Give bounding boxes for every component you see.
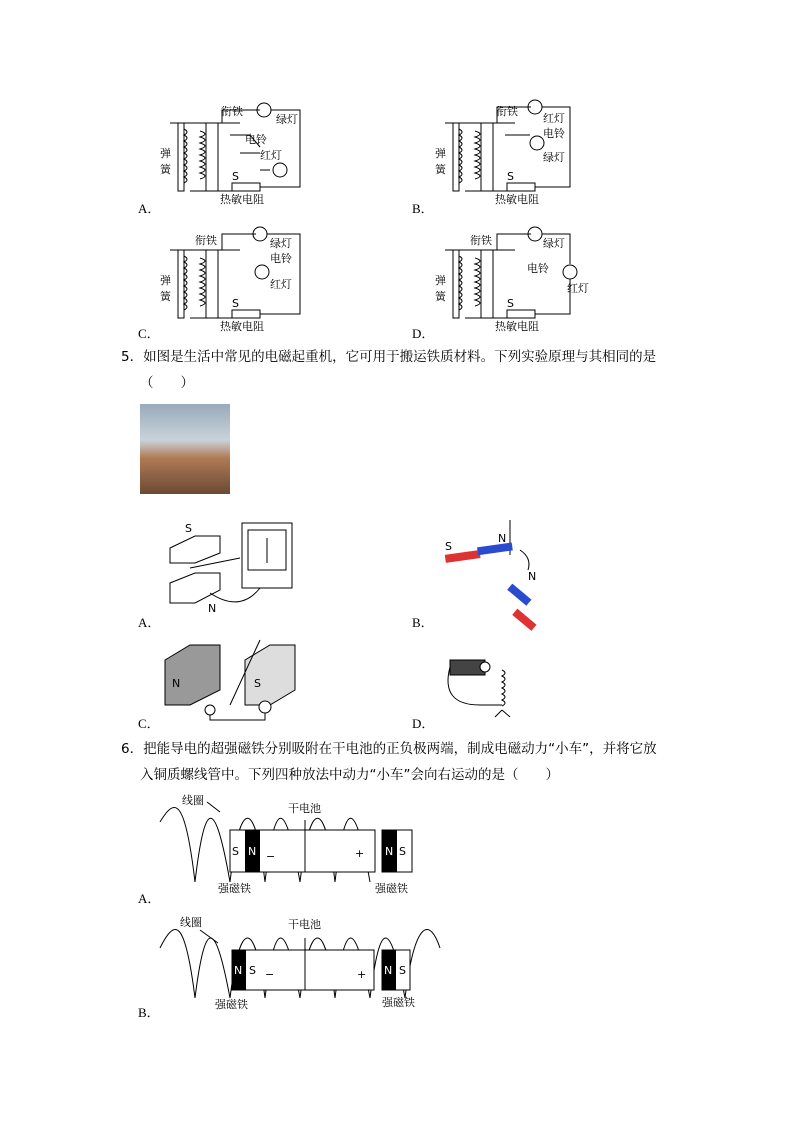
label-armature: 衔铁 [496,105,518,118]
q5-option-c-label[interactable]: C． [138,716,160,731]
q6a-pole-s-left: S [232,845,239,858]
label-switch: S [507,297,514,310]
q6a-magnet-label-right: 强磁铁 [375,882,408,895]
q6b-magnet-label-left: 强磁铁 [215,998,248,1011]
q6b-battery-label: 干电池 [288,918,321,931]
q6a-coil-label: 线圈 [182,794,204,807]
label-bell: 电铃 [543,127,565,140]
q6b-minus: − [265,968,275,981]
label-armature: 衔铁 [470,234,492,247]
option-a-label[interactable]: A． [138,201,161,216]
q5c-pole-s: S [254,677,261,690]
electromagnetic-crane-photo [140,404,230,494]
label-bell: 电铃 [270,252,292,265]
q5-option-b-diagram [440,520,570,620]
label-green-lamp: 绿灯 [543,151,565,164]
q6b-pole-s-left: S [249,964,256,977]
q6a-minus: − [266,850,276,863]
q6b-pole-s-right: S [399,964,406,977]
label-thermistor: 热敏电阻 [220,320,264,333]
label-thermistor: 热敏电阻 [495,193,539,206]
q5a-pole-n: N [208,602,217,615]
q6-option-a-label[interactable]: A． [138,891,161,906]
q5-option-a-label[interactable]: A． [138,615,161,630]
label-red-lamp: 红灯 [270,278,292,291]
q6-option-a-diagram [160,792,420,897]
q5a-pole-s: S [185,522,192,535]
q5-option-a-diagram [160,518,300,613]
q5-option-b-label[interactable]: B． [412,615,434,630]
label-green-lamp: 绿灯 [276,113,298,126]
label-armature: 衔铁 [221,105,243,118]
question-6-text-line-1: 6．把能导电的超强磁铁分别吸附在干电池的正负极两端，制成电磁动力“小车”，并将它放 [121,741,657,757]
question-5-text: 5．如图是生活中常见的电磁起重机，它可用于搬运铁质材料。下列实验原理与其相同的是 [121,349,657,365]
q6a-magnet-label-left: 强磁铁 [218,882,251,895]
label-spring-1: 弹 [435,147,446,160]
label-red-lamp: 红灯 [567,282,589,295]
circuit-diagram-d [435,222,595,332]
q6a-plus: + [355,847,365,860]
q5-option-c-diagram [160,635,310,725]
label-switch: S [507,170,514,183]
q6b-pole-n-right: N [384,964,393,977]
q6-option-b-diagram [160,908,450,1013]
q5-option-d-diagram [440,655,530,720]
q6a-pole-s-right: S [399,845,406,858]
circuit-diagram-a [160,95,320,205]
q5b-pole-n-2: N [528,570,537,583]
label-spring-1: 弹 [160,274,171,287]
label-spring-2: 簧 [435,290,446,303]
label-spring-1: 弹 [160,147,171,160]
question-6-text-line-2: 入铜质螺线管中。下列四种放法中动力“小车”会向右运动的是（ ） [140,767,559,783]
label-thermistor: 热敏电阻 [495,320,539,333]
q6a-pole-n-left: N [248,845,257,858]
q6b-magnet-label-right: 强磁铁 [382,996,415,1009]
question-5-answer-blank: （ ） [140,375,194,391]
q5-option-d-label[interactable]: D． [412,716,435,731]
label-green-lamp: 绿灯 [270,237,292,250]
q5b-pole-n-1: N [498,532,507,545]
circuit-diagram-c [160,222,320,332]
q5c-pole-n: N [172,677,181,690]
label-switch: S [232,170,239,183]
label-spring-1: 弹 [435,274,446,287]
label-spring-2: 簧 [160,163,171,176]
option-d-label[interactable]: D． [412,326,435,341]
q6b-pole-n-left: N [234,964,243,977]
label-bell: 电铃 [245,133,267,146]
label-red-lamp: 红灯 [260,149,282,162]
label-thermistor: 热敏电阻 [220,193,264,206]
q6a-battery-label: 干电池 [288,802,321,815]
q6-option-b-label[interactable]: B． [138,1005,160,1020]
label-spring-2: 簧 [435,163,446,176]
label-red-lamp: 红灯 [543,112,565,125]
q6b-coil-label: 线圈 [180,916,202,929]
q6a-pole-n-right: N [385,845,394,858]
option-b-label[interactable]: B． [412,201,434,216]
label-spring-2: 簧 [160,290,171,303]
q6b-plus: + [357,968,367,981]
option-c-label[interactable]: C． [138,326,160,341]
q5b-pole-s: S [445,540,452,553]
label-green-lamp: 绿灯 [543,237,565,250]
label-bell: 电铃 [527,262,549,275]
label-armature: 衔铁 [195,234,217,247]
label-switch: S [232,297,239,310]
circuit-diagram-b [435,95,595,205]
